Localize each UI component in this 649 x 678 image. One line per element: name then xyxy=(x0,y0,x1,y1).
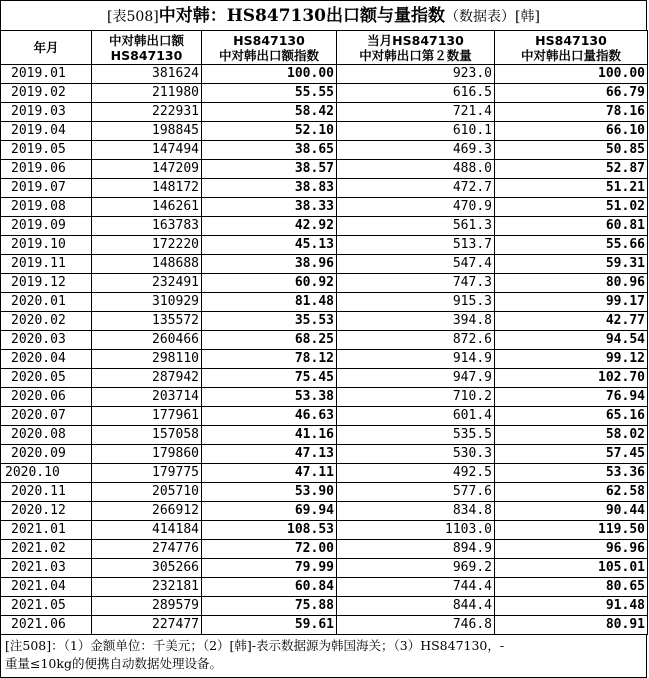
cell-year-month: 2021.03 xyxy=(1,559,92,578)
table-row xyxy=(1,293,648,312)
cell-export-value: 381624 xyxy=(92,65,202,84)
cell-export-quantity-index: 50.85 xyxy=(495,141,648,160)
cell-export-quantity: 914.9 xyxy=(337,350,495,369)
cell-export-value: 266912 xyxy=(92,502,202,521)
cell-export-value-index: 68.25 xyxy=(202,331,337,350)
cell-export-quantity-index: 55.66 xyxy=(495,236,648,255)
cell-export-value: 232491 xyxy=(92,274,202,293)
cell-export-quantity: 535.5 xyxy=(337,426,495,445)
table-row xyxy=(1,160,648,179)
cell-export-value-index: 45.13 xyxy=(202,236,337,255)
table-row xyxy=(1,179,648,198)
table-row xyxy=(1,103,648,122)
table-row xyxy=(1,445,648,464)
cell-year-month: 2020.05 xyxy=(1,369,92,388)
cell-export-quantity: 601.4 xyxy=(337,407,495,426)
cell-export-value-index: 38.57 xyxy=(202,160,337,179)
cell-export-value-index: 108.53 xyxy=(202,521,337,540)
header-row xyxy=(1,31,648,65)
header-line: HS847130 xyxy=(110,47,183,63)
table-row xyxy=(1,350,648,369)
cell-export-quantity-index: 105.01 xyxy=(495,559,648,578)
cell-export-quantity: 394.8 xyxy=(337,312,495,331)
cell-export-value: 135572 xyxy=(92,312,202,331)
cell-export-quantity-index: 80.65 xyxy=(495,578,648,597)
table-row xyxy=(1,502,648,521)
cell-export-quantity: 915.3 xyxy=(337,293,495,312)
cell-export-value: 232181 xyxy=(92,578,202,597)
cell-export-value: 205710 xyxy=(92,483,202,502)
cell-export-quantity-index: 78.16 xyxy=(495,103,648,122)
cell-export-quantity-index: 119.50 xyxy=(495,521,648,540)
cell-export-value: 198845 xyxy=(92,122,202,141)
footnote-line-2: 重量≤10kg的便携自动数据处理设备。 xyxy=(5,656,222,671)
cell-year-month: 2020.09 xyxy=(1,445,92,464)
header-line: 中对韩出口量指数 xyxy=(520,47,621,63)
cell-export-value-index: 38.96 xyxy=(202,255,337,274)
cell-export-quantity: 710.2 xyxy=(337,388,495,407)
cell-export-value-index: 46.63 xyxy=(202,407,337,426)
cell-export-value-index: 60.92 xyxy=(202,274,337,293)
cell-export-value-index: 72.00 xyxy=(202,540,337,559)
cell-year-month: 2021.04 xyxy=(1,578,92,597)
cell-export-quantity-index: 102.70 xyxy=(495,369,648,388)
cell-year-month: 2019.01 xyxy=(1,65,92,84)
header-line: HS847130 xyxy=(233,32,305,48)
cell-export-quantity-index: 90.44 xyxy=(495,502,648,521)
cell-export-value: 163783 xyxy=(92,217,202,236)
cell-export-quantity-index: 42.77 xyxy=(495,312,648,331)
header-export-quantity xyxy=(337,31,495,65)
cell-export-quantity-index: 99.17 xyxy=(495,293,648,312)
cell-export-quantity: 872.6 xyxy=(337,331,495,350)
header-line: 中对韩出口额指数 xyxy=(218,47,319,63)
cell-export-value: 289579 xyxy=(92,597,202,616)
cell-export-quantity-index: 99.12 xyxy=(495,350,648,369)
cell-export-value: 211980 xyxy=(92,84,202,103)
cell-year-month: 2020.02 xyxy=(1,312,92,331)
cell-export-value-index: 53.90 xyxy=(202,483,337,502)
cell-year-month: 2019.12 xyxy=(1,274,92,293)
cell-year-month: 2019.11 xyxy=(1,255,92,274)
cell-export-quantity: 721.4 xyxy=(337,103,495,122)
cell-year-month: 2021.05 xyxy=(1,597,92,616)
footnote-line-1: [注508]：（1）金额单位：千美元；（2）[韩]-表示数据源为韩国海关；（3）HS847130，- xyxy=(5,638,505,653)
cell-export-value-index: 38.65 xyxy=(202,141,337,160)
table-row xyxy=(1,274,648,293)
cell-export-value-index: 47.11 xyxy=(202,464,337,483)
cell-export-quantity: 472.7 xyxy=(337,179,495,198)
cell-export-quantity: 530.3 xyxy=(337,445,495,464)
cell-export-quantity-index: 80.96 xyxy=(495,274,648,293)
cell-export-quantity: 894.9 xyxy=(337,540,495,559)
cell-export-value-index: 52.10 xyxy=(202,122,337,141)
cell-year-month: 2019.08 xyxy=(1,198,92,217)
cell-export-quantity: 746.8 xyxy=(337,616,495,635)
cell-export-value-index: 42.92 xyxy=(202,217,337,236)
cell-export-quantity-index: 53.36 xyxy=(495,464,648,483)
cell-export-value-index: 100.00 xyxy=(202,65,337,84)
table-row xyxy=(1,464,648,483)
cell-export-value-index: 75.88 xyxy=(202,597,337,616)
cell-year-month: 2020.03 xyxy=(1,331,92,350)
cell-export-quantity: 610.1 xyxy=(337,122,495,141)
header-line: 当月HS847130 xyxy=(367,32,464,48)
table-row xyxy=(1,198,648,217)
cell-export-quantity-index: 52.87 xyxy=(495,160,648,179)
table-row xyxy=(1,217,648,236)
table-row xyxy=(1,616,648,635)
cell-export-quantity: 747.3 xyxy=(337,274,495,293)
cell-export-quantity-index: 59.31 xyxy=(495,255,648,274)
cell-export-value-index: 75.45 xyxy=(202,369,337,388)
header-line: 中对韩出口额 xyxy=(108,32,184,48)
table-row xyxy=(1,84,648,103)
cell-export-quantity-index: 76.94 xyxy=(495,388,648,407)
cell-export-quantity-index: 66.79 xyxy=(495,84,648,103)
cell-export-value: 414184 xyxy=(92,521,202,540)
table-row xyxy=(1,255,648,274)
cell-export-value-index: 58.42 xyxy=(202,103,337,122)
title-tag: [表508] xyxy=(107,9,159,25)
cell-export-value: 146261 xyxy=(92,198,202,217)
cell-year-month: 2019.05 xyxy=(1,141,92,160)
cell-export-value: 148688 xyxy=(92,255,202,274)
cell-export-quantity-index: 94.54 xyxy=(495,331,648,350)
cell-year-month: 2021.06 xyxy=(1,616,92,635)
cell-export-value-index: 53.38 xyxy=(202,388,337,407)
cell-export-quantity: 1103.0 xyxy=(337,521,495,540)
cell-year-month: 2020.04 xyxy=(1,350,92,369)
cell-export-value: 147209 xyxy=(92,160,202,179)
cell-export-value-index: 81.48 xyxy=(202,293,337,312)
cell-export-quantity: 513.7 xyxy=(337,236,495,255)
cell-year-month: 2020.12 xyxy=(1,502,92,521)
cell-export-quantity: 616.5 xyxy=(337,84,495,103)
cell-export-quantity-index: 91.48 xyxy=(495,597,648,616)
table-row xyxy=(1,236,648,255)
cell-export-value: 157058 xyxy=(92,426,202,445)
cell-export-quantity-index: 60.81 xyxy=(495,217,648,236)
data-table xyxy=(0,30,648,635)
cell-export-value-index: 55.55 xyxy=(202,84,337,103)
cell-year-month: 2020.08 xyxy=(1,426,92,445)
cell-year-month: 2021.02 xyxy=(1,540,92,559)
cell-export-quantity: 561.3 xyxy=(337,217,495,236)
cell-year-month: 2019.09 xyxy=(1,217,92,236)
header-export-value-index xyxy=(202,31,337,65)
table-row xyxy=(1,331,648,350)
cell-export-value-index: 41.16 xyxy=(202,426,337,445)
cell-year-month: 2019.04 xyxy=(1,122,92,141)
header-export-quantity-index xyxy=(495,31,648,65)
title-main: 中对韩：HS847130出口额与量指数 xyxy=(158,6,446,26)
cell-export-value-index: 38.83 xyxy=(202,179,337,198)
cell-export-value: 287942 xyxy=(92,369,202,388)
cell-export-quantity: 577.6 xyxy=(337,483,495,502)
table-row xyxy=(1,65,648,84)
cell-export-value: 148172 xyxy=(92,179,202,198)
cell-export-quantity-index: 58.02 xyxy=(495,426,648,445)
cell-export-quantity-index: 57.45 xyxy=(495,445,648,464)
table-row xyxy=(1,540,648,559)
table-row xyxy=(1,559,648,578)
cell-export-value: 203714 xyxy=(92,388,202,407)
cell-export-value: 305266 xyxy=(92,559,202,578)
table-row xyxy=(1,426,648,445)
cell-export-quantity: 844.4 xyxy=(337,597,495,616)
cell-export-value: 179775 xyxy=(92,464,202,483)
cell-export-value: 298110 xyxy=(92,350,202,369)
cell-year-month: 2020.06 xyxy=(1,388,92,407)
table-row xyxy=(1,407,648,426)
cell-export-value-index: 38.33 xyxy=(202,198,337,217)
cell-export-value-index: 35.53 xyxy=(202,312,337,331)
table-row xyxy=(1,388,648,407)
cell-export-quantity: 488.0 xyxy=(337,160,495,179)
cell-export-quantity-index: 96.96 xyxy=(495,540,648,559)
cell-export-value: 310929 xyxy=(92,293,202,312)
cell-export-quantity: 834.8 xyxy=(337,502,495,521)
cell-year-month: 2019.02 xyxy=(1,84,92,103)
cell-export-value-index: 78.12 xyxy=(202,350,337,369)
cell-export-value: 147494 xyxy=(92,141,202,160)
title-suffix: （数据表）[韩] xyxy=(445,9,540,25)
cell-year-month: 2019.06 xyxy=(1,160,92,179)
table-row xyxy=(1,141,648,160)
cell-export-value: 177961 xyxy=(92,407,202,426)
cell-export-value: 260466 xyxy=(92,331,202,350)
table-row xyxy=(1,312,648,331)
cell-export-quantity-index: 51.02 xyxy=(495,198,648,217)
cell-export-value: 179860 xyxy=(92,445,202,464)
cell-export-value: 274776 xyxy=(92,540,202,559)
header-export-value xyxy=(92,31,202,65)
cell-year-month: 2021.01 xyxy=(1,521,92,540)
header-line: 中对韩出口第２数量 xyxy=(359,47,472,63)
cell-export-value: 172220 xyxy=(92,236,202,255)
cell-export-quantity: 947.9 xyxy=(337,369,495,388)
cell-export-quantity: 492.5 xyxy=(337,464,495,483)
header-line: HS847130 xyxy=(535,32,607,48)
cell-export-quantity: 470.9 xyxy=(337,198,495,217)
cell-year-month: 2019.07 xyxy=(1,179,92,198)
cell-export-quantity-index: 62.58 xyxy=(495,483,648,502)
cell-export-value-index: 60.84 xyxy=(202,578,337,597)
table-row xyxy=(1,369,648,388)
cell-export-value-index: 79.99 xyxy=(202,559,337,578)
table-body xyxy=(1,65,648,635)
cell-export-quantity-index: 51.21 xyxy=(495,179,648,198)
cell-export-value-index: 47.13 xyxy=(202,445,337,464)
table-row xyxy=(1,483,648,502)
table-row xyxy=(1,122,648,141)
cell-export-quantity-index: 66.10 xyxy=(495,122,648,141)
cell-export-quantity: 547.4 xyxy=(337,255,495,274)
table-row xyxy=(1,597,648,616)
cell-export-value: 227477 xyxy=(92,616,202,635)
header-year-month: 年月 xyxy=(1,31,92,65)
cell-export-quantity: 744.4 xyxy=(337,578,495,597)
table-row xyxy=(1,578,648,597)
cell-export-value: 222931 xyxy=(92,103,202,122)
cell-export-quantity-index: 100.00 xyxy=(495,65,648,84)
table-title xyxy=(0,0,647,30)
cell-year-month: 2020.01 xyxy=(1,293,92,312)
cell-export-quantity-index: 80.91 xyxy=(495,616,648,635)
footnote xyxy=(0,635,647,678)
cell-export-quantity-index: 65.16 xyxy=(495,407,648,426)
cell-year-month: 2020.10 xyxy=(1,464,92,483)
cell-year-month: 2019.03 xyxy=(1,103,92,122)
cell-export-value-index: 59.61 xyxy=(202,616,337,635)
cell-year-month: 2019.10 xyxy=(1,236,92,255)
cell-year-month: 2020.11 xyxy=(1,483,92,502)
cell-export-quantity: 923.0 xyxy=(337,65,495,84)
cell-export-value-index: 69.94 xyxy=(202,502,337,521)
cell-export-quantity: 469.3 xyxy=(337,141,495,160)
cell-export-quantity: 969.2 xyxy=(337,559,495,578)
table-row xyxy=(1,521,648,540)
cell-year-month: 2020.07 xyxy=(1,407,92,426)
